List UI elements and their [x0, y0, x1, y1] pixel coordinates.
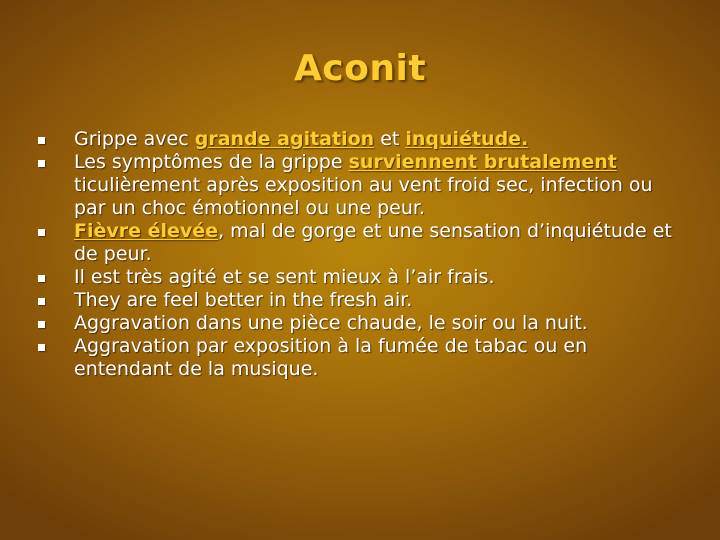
highlighted-phrase: Fièvre élevée: [74, 220, 219, 242]
square-bullet-icon: [38, 137, 45, 144]
bullet-item: [38, 335, 688, 381]
bullet-list: [38, 128, 688, 381]
bullet-item: [38, 128, 688, 151]
square-bullet-icon: [38, 229, 45, 236]
bullet-text: They are feel better in the fresh air.: [74, 289, 413, 311]
bullet-item: [38, 266, 688, 289]
highlighted-phrase: .: [521, 128, 529, 150]
bullet-text: [74, 151, 653, 219]
bullet-item: [38, 220, 688, 266]
bullet-text: Aggravation par exposition à la fumée de tabac ou en entendant de la musique.: [74, 335, 588, 380]
bullet-segment: ticulièrement après exposition au vent froid sec, infection ou par un choc émotionnel ou une peur.: [74, 174, 653, 219]
bullet-text: [74, 220, 672, 265]
highlighted-phrase: surviennent brutalement: [348, 151, 617, 173]
bullet-item: [38, 289, 688, 312]
bullet-segment: , mal de gorge et une sensation d’inquiétude et de peur.: [74, 220, 672, 265]
bullet-item: [38, 151, 688, 220]
bullet-text: Aggravation dans une pièce chaude, le soir ou la nuit.: [74, 312, 588, 334]
square-bullet-icon: [38, 160, 45, 167]
square-bullet-icon: [38, 344, 45, 351]
bullet-segment: et: [374, 128, 406, 150]
square-bullet-icon: [38, 321, 45, 328]
highlighted-phrase: inquiétude: [405, 128, 522, 150]
bullet-segment: Les symptômes de la grippe: [74, 151, 349, 173]
bullet-text: Il est très agité et se sent mieux à l’air frais.: [74, 266, 495, 288]
square-bullet-icon: [38, 298, 45, 305]
bullet-item: [38, 312, 688, 335]
slide-title: Aconit: [293, 48, 427, 89]
bullet-text: [74, 128, 528, 150]
square-bullet-icon: [38, 275, 45, 282]
highlighted-phrase: grande agitation: [194, 128, 375, 150]
bullet-segment: Grippe avec: [74, 128, 195, 150]
